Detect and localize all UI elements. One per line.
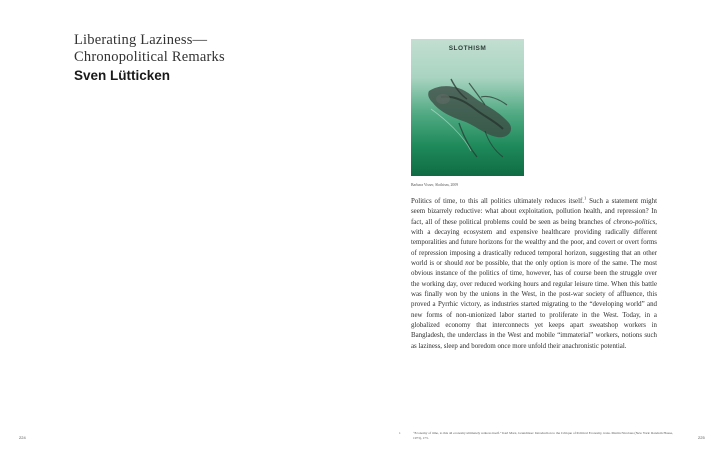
sloth-artwork: [411, 39, 524, 176]
chapter-heading: [74, 32, 314, 85]
body-italic-1: chrono-politics: [613, 218, 656, 226]
chapter-title-line-2: Chronopolitical Remarks: [74, 49, 225, 65]
footnote-number: 1: [399, 431, 401, 435]
cover-title: SLOTHISM: [448, 45, 487, 52]
body-text-2: Such a statement might seem bizarrely reductive: what about exploitation, pollution health, and repression? In fact, all of these political problems could be seen as being branches of: [411, 198, 657, 226]
footnote-reference: 1: [584, 195, 587, 201]
figure-caption: Barbara Visser, Slothism, 2009: [411, 183, 459, 187]
body-text-1: Politics of time, to this all politics ultimately reduces itself.: [411, 198, 585, 205]
page-number-right: 225: [698, 435, 705, 440]
body-text-3: , with a decaying ecosystem and expensive healthcare providing radically different temporalities and future horizons for the wealthy and the poor, and covert or overt forms of repression imposing a drastically reduced temporal horizon, suggesting that an other world is or should: [411, 218, 657, 268]
figure-book-cover: [411, 39, 524, 176]
page-number-left: 224: [19, 435, 26, 440]
chapter-title-line-1: Liberating Laziness—: [74, 32, 208, 48]
body-italic-2: not: [465, 260, 475, 268]
footnote-text: “Economy of time, to this all economy ultimately reduces itself.” Karl Marx, Grundrisse: Introduction to the Critique of Political Economy, trans. Martin Nicolaus (New York: Random House, 1973), 173.: [413, 431, 673, 440]
body-text-4: be possible, that the only option is more of the same. The most obvious instance of the politics of time, however, has of course been the struggle over the working day, over reduced working hours and regular leisure time. When this battle was finally won by the unions in the West, in the post-war society of affluence, this proved a Pyrrhic victory, as industries started migrating to the “developing world” and new forms of non-unionized labor started to proliferate in the West. Today, in a globalized economy that interconnects yet keeps apart sweatshop workers in Bangladesh, the underclass in the West and mobile “immaterial” workers, notions such as laziness, sleep and boredom once more unfold their anachronistic potential.: [411, 260, 657, 350]
author-name: Sven Lütticken: [74, 68, 171, 83]
body-paragraph: [411, 197, 657, 352]
